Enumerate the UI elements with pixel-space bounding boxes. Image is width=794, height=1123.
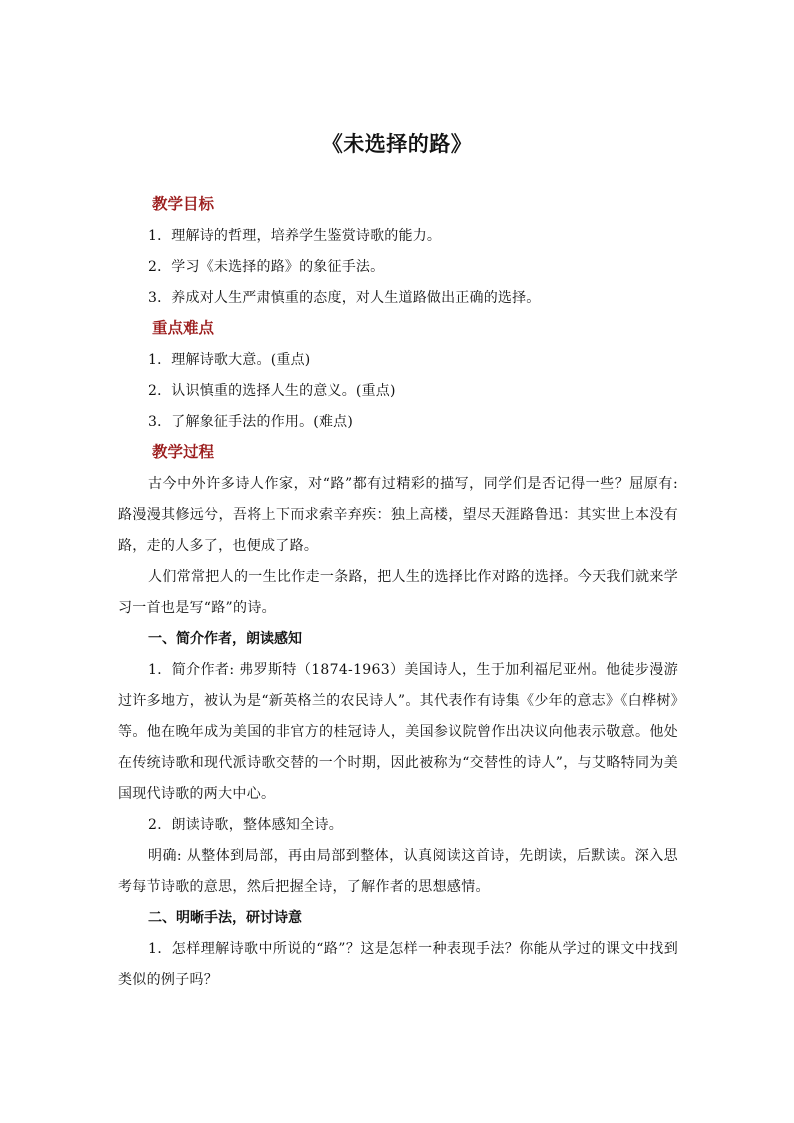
document-title: 《未选择的路》	[321, 131, 473, 156]
section-paragraph: 1．怎样理解诗歌中所说的“路”？这是怎样一种表现手法？你能从学过的课文中找到类似的例子吗？	[118, 941, 678, 988]
key-point-item: 2．认识慎重的选择人生的意义。(重点)	[148, 383, 396, 399]
section-paragraph: 明确: 从整体到局部，再由局部到整体，认真阅读这首诗，先朗读，后默读。深入思考每节诗歌的意思，然后把握全诗，了解作者的思想感情。	[118, 848, 678, 895]
section-paragraph: 1．简介作者: 弗罗斯特（1874-1963）美国诗人，生于加利福尼亚州。他徒步漫游过许多地方，被认为是“新英格兰的农民诗人”。其代表作有诗集《少年的意志》《白桦树》等。他在晚年成为美国的非官方的桂冠诗人，美国参议院曾作出决议向他表示敬意。他处在传统诗歌和现代派诗歌交替的一个时期，因此被称为“交替性的诗人”，与艾略特同为美国现代诗歌的两大中心。	[118, 662, 678, 802]
section-heading: 一、简介作者，朗读感知	[148, 631, 302, 647]
section-paragraph: 2．朗读诗歌，整体感知全诗。	[148, 817, 344, 833]
intro-paragraph: 古今中外许多诗人作家，对“路”都有过精彩的描写，同学们是否记得一些？屈原有: 路漫漫其修远兮，吾将上下而求索辛弃疾：独上高楼，望尽天涯路鲁迅：其实世上本没有路，走的人多了，也便成了路。	[118, 476, 678, 554]
heading-teaching-goals: 教学目标	[152, 194, 215, 213]
key-point-item: 3．了解象征手法的作用。(难点)	[148, 414, 354, 430]
goal-item: 3．养成对人生严肃慎重的态度，对人生道路做出正确的选择。	[148, 290, 541, 306]
intro-paragraph: 人们常常把人的一生比作走一条路，把人生的选择比作对路的选择。今天我们就来学习一首也是写“路”的诗。	[118, 569, 678, 616]
document-body	[118, 190, 678, 996]
heading-teaching-process: 教学过程	[152, 442, 215, 461]
heading-key-points: 重点难点	[152, 318, 215, 337]
goal-item: 1．理解诗的哲理，培养学生鉴赏诗歌的能力。	[148, 228, 442, 244]
goal-item: 2．学习《未选择的路》的象征手法。	[148, 259, 385, 275]
key-point-item: 1．理解诗歌大意。(重点)	[148, 352, 311, 368]
section-heading: 二、明晰手法，研讨诗意	[148, 910, 302, 926]
